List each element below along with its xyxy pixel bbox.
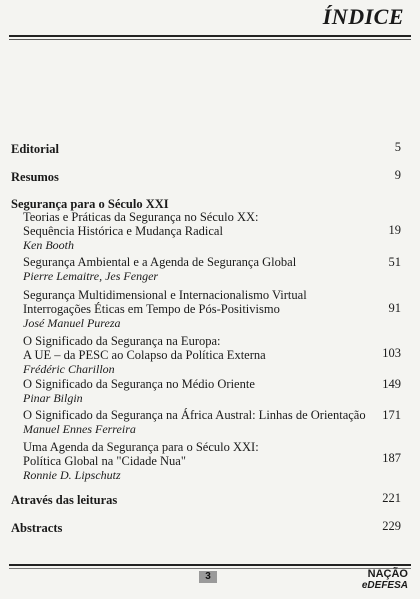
article-page: 19 [388, 223, 401, 237]
toc-entry-label: Editorial [11, 142, 59, 156]
article-title-line: Segurança Ambiental e a Agenda de Segurança Global [23, 255, 297, 269]
article-title-line: Política Global na "Cidade Nua" [23, 454, 186, 468]
toc-article [23, 210, 401, 252]
toc-entry-resumos [11, 168, 401, 186]
article-page: 149 [382, 377, 401, 391]
article-authors: Ronnie D. Lipschutz [23, 468, 121, 482]
toc-article [23, 440, 401, 482]
article-page: 187 [382, 451, 401, 465]
toc-article [23, 255, 401, 283]
toc-article [23, 334, 401, 376]
article-authors: Pinar Bilgin [23, 391, 83, 405]
toc-entry-label: Resumos [11, 170, 59, 184]
page-number: 3 [199, 571, 217, 583]
toc-entry-label: Através das leituras [11, 493, 118, 507]
article-title-line: O Significado da Segurança na África Austral: Linhas de Orientação [23, 408, 366, 422]
article-title-line: Interrogações Éticas em Tempo de Pós-Positivismo [23, 302, 280, 316]
publication-logo [362, 569, 408, 591]
article-authors: Frédéric Charillon [23, 362, 115, 376]
logo-line-2: eDEFESA [361, 580, 408, 591]
article-authors: Pierre Lemaitre, Jes Fenger [23, 269, 159, 283]
page-title: ÍNDICE [322, 4, 404, 29]
article-title-line: O Significado da Segurança no Médio Oriente [23, 377, 255, 391]
article-title-line: Uma Agenda da Segurança para o Século XXI: [23, 440, 259, 454]
article-title-line: Segurança Multidimensional e Internacionalismo Virtual [23, 288, 307, 302]
top-rule [9, 35, 411, 37]
article-title-line: Teorias e Práticas da Segurança no Século XX: [23, 210, 259, 224]
article-title-line: A UE – da PESC ao Colapso da Política Externa [23, 348, 266, 362]
article-authors: Ken Booth [23, 238, 74, 252]
article-page: 51 [388, 255, 401, 269]
article-title-line: Sequência Histórica e Mudança Radical [23, 224, 223, 238]
toc-entry-page: 9 [394, 168, 401, 182]
toc-entry-abstracts [11, 519, 401, 537]
article-title-line: O Significado da Segurança na Europa: [23, 334, 221, 348]
bottom-rule [9, 564, 411, 566]
toc-article [23, 288, 401, 330]
article-page: 171 [382, 408, 401, 422]
bottom-rule-thin [9, 568, 411, 569]
toc-entry-page: 229 [382, 519, 401, 533]
article-page: 91 [388, 301, 401, 315]
toc-entry-leituras [11, 491, 401, 509]
toc-article [23, 408, 401, 436]
toc-article [23, 377, 401, 405]
article-page: 103 [382, 346, 401, 360]
logo-line-1: NAÇÃO [367, 568, 408, 580]
toc-entry-page: 221 [382, 491, 401, 505]
section-label: Segurança para o Século XXI [11, 197, 169, 211]
toc-entry-label: Abstracts [11, 521, 63, 535]
article-authors: Manuel Ennes Ferreira [23, 422, 136, 436]
toc-entry-page: 5 [394, 140, 401, 154]
top-rule-thin [9, 39, 411, 40]
article-authors: José Manuel Pureza [23, 316, 121, 330]
toc-entry-editorial [11, 140, 401, 158]
